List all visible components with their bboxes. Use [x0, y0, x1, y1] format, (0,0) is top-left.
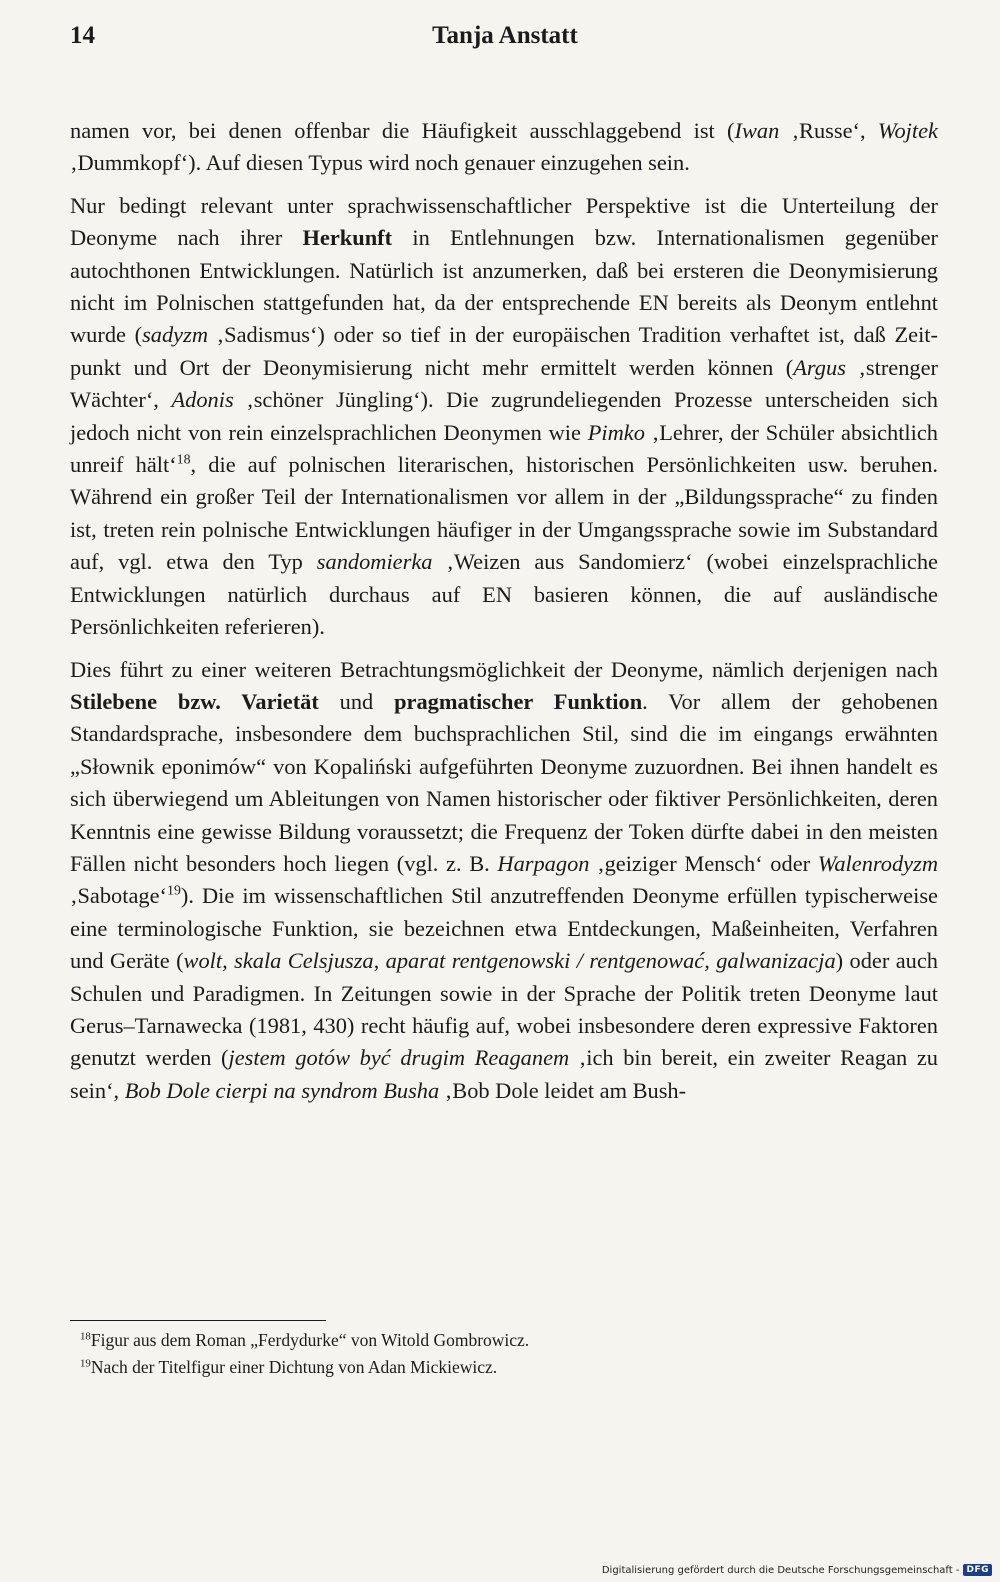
bold-term: Stilebene bzw. Varietät — [70, 688, 319, 714]
footnote-rule — [70, 1320, 326, 1321]
italic-term: Adonis — [171, 387, 234, 413]
text-run: und — [318, 688, 395, 714]
bold-term: pragmatischer Funktion — [394, 688, 643, 714]
footnote-text: Nach der Titelfigur einer Dichtung von Adan Mickiewicz. — [90, 1357, 498, 1377]
text-run: ) oder auch Schulen und Paradigmen. In Zeitungen sowie in der Sprache der Politik treten Deonyme laut Gerus–Tarnawecka (1981, 430) recht häufig auf, wobei insbesondere deren expressive Faktoren genutzt werden ( — [70, 948, 938, 1071]
page-number: 14 — [70, 22, 95, 49]
paragraph — [70, 115, 938, 180]
dfg-logo: DFG — [963, 1564, 992, 1576]
italic-term: wolt, skala Celsjusza, aparat rentgenowski / rentgenować, galwanizacja — [183, 948, 836, 974]
text-run: ‚Weizen aus Sandomierz‘ (wobei einzelsprachliche Entwicklungen natürlich durchaus auf EN basieren können, die auf ausländische Persönlichkeiten referieren). — [70, 549, 938, 640]
text-run: ). Die im wissenschaftlichen Stil anzutreffenden Deonyme erfüllen typischerweise eine terminologische Funktion, sie bezeichnen etwa Entdeckungen, Maßeinheiten, Verfahren und Geräte ( — [70, 883, 938, 974]
italic-term: Argus — [793, 354, 846, 380]
running-head: Tanja Anstatt — [432, 22, 578, 49]
italic-term: Bob Dole cierpi na syndrom Busha — [124, 1077, 440, 1103]
footnote-ref: 18 — [176, 452, 191, 468]
italic-term: Iwan — [734, 118, 780, 143]
footnote — [80, 1327, 920, 1354]
italic-term: Harpagon — [497, 850, 590, 876]
footer-text: Digitalisierung gefördert durch die Deutsche Forschungsgemeinschaft - — [601, 1564, 960, 1576]
bold-term: Herkunft — [302, 225, 393, 251]
text-run: ‚geiziger Mensch‘ oder — [589, 850, 818, 876]
italic-term: sandomierka — [316, 549, 433, 575]
footnote-ref: 19 — [167, 883, 181, 899]
text-run: Nur bedingt relevant unter sprachwissenschaftlicher Perspektive ist die Unterteilung der Deonyme nach ihrer — [70, 192, 938, 251]
text-run: ‚Lehrer, der Schüler absichtlich unreif hält‘ — [70, 419, 938, 478]
italic-term: jestem gotów być drugim Reaganem — [228, 1045, 570, 1071]
text-run: . Vor allem der gehobenen Standardsprache, insbesondere dem buchsprachlichen Stil, sind die im eingangs erwähnten „Słownik eponimów“ von Kopaliński aufgeführten Deonyme zuzuordnen. Bei ihnen handelt es sich überwiegend um Ableitungen von Namen historischer oder fiktiver Persönlichkeiten, deren Kenntnis eine gewisse Bildung voraussetzt; die Frequenz der Token dürfte dabei in den meisten Fällen nicht besonders hoch liegen (vgl. z. B. — [70, 688, 938, 876]
text-run: , die auf polnischen literarischen, historischen Persönlichkeiten usw. beruhen. Während ein großer Teil der Internationalismen vor allem in der „Bildungssprache“ zu finden ist, treten rein polnische Entwicklungen häufiger in der Umgangssprache sowie im Substandard auf, vgl. etwa den Typ — [70, 452, 938, 575]
text-run: namen vor, bei denen offenbar die Häufigkeit ausschlaggebend ist ( — [70, 118, 735, 143]
text-run: ‚Bob Dole leidet am Bush- — [439, 1077, 687, 1103]
text-run: ‚Russe‘, — [779, 118, 878, 143]
paragraph — [70, 190, 938, 644]
text-run: in Entlehnungen bzw. Internationalismen gegenüber autochthonen Entwicklungen. Natürlich ist anzumerken, daß bei ersteren die Deonymisierung nicht im Polnischen stattgefunden hat, da der entsprechende EN bereits als Deonym entlehnt wurde ( — [70, 225, 938, 348]
italic-term: Walenrodyzm — [817, 850, 938, 876]
footnote — [80, 1354, 920, 1381]
footnote-number: 18 — [80, 1330, 91, 1343]
text-run: Dies führt zu einer weiteren Betrachtungsmöglichkeit der Deonyme, nämlich derjenigen nach — [70, 656, 938, 682]
footnotes — [80, 1327, 920, 1381]
footnote-text: Figur aus dem Roman „Ferdydurke“ von Witold Gombrowicz. — [90, 1330, 530, 1350]
text-run: ‚Sabotage‘ — [70, 883, 167, 909]
italic-term: Pimko — [587, 419, 645, 445]
text-run: ‚Sadismus‘) oder so tief in der europäischen Tradition verhaftet ist, daß Zeitpunkt und Ort der Deonymisierung nicht mehr ermittelt werden können ( — [70, 322, 938, 380]
text-run: ‚schöner Jüngling‘). Die zugrundeliegenden Prozesse unterscheiden sich jedoch nicht von rein einzelsprachlichen Deonymen wie — [70, 387, 938, 445]
italic-term: sadyzm — [142, 322, 209, 348]
footnote-number: 19 — [80, 1357, 91, 1370]
paragraph — [70, 654, 938, 1108]
body-text — [70, 115, 938, 1107]
page-header — [70, 22, 940, 58]
text-run: ‚Dummkopf‘). Auf diesen Typus wird noch genauer einzugehen sein. — [70, 150, 690, 176]
text-run: ‚ich bin bereit, ein zweiter Reagan zu sein‘, — [70, 1045, 939, 1103]
italic-term: Wojtek — [877, 118, 938, 143]
digitization-footer — [602, 1564, 992, 1576]
text-run: ‚strenger Wächter‘, — [70, 354, 938, 413]
